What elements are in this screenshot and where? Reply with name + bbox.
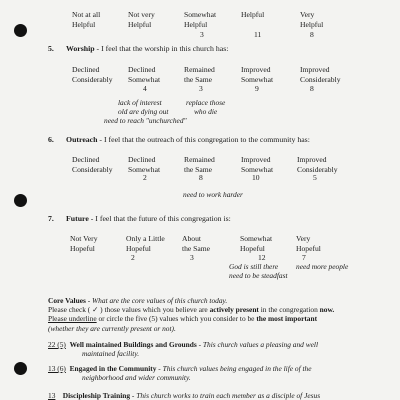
q7-text: - I feel that the future of this congregation is:	[88, 214, 231, 223]
q5-handwritten-note-5: who die	[194, 107, 218, 116]
q4-option-3: Somewhat Helpful	[184, 10, 217, 29]
binder-hole-middle	[14, 194, 27, 207]
q6-option-2: Declined Somewhat	[128, 155, 161, 174]
q7-count-4: 12	[258, 253, 266, 262]
q6-count-4: 10	[252, 173, 260, 182]
value-item-buildings: 22 (5) Well maintained Buildings and Grounds - This church values a pleasing and well maintained facility.	[48, 340, 319, 359]
core-values-title: Core Values	[48, 296, 86, 305]
value-title: Engaged in the Community	[69, 364, 157, 373]
q4-count-5: 8	[310, 30, 314, 39]
q5-option-1: Declined Considerably	[72, 65, 113, 84]
q5-count-5: 8	[310, 84, 314, 93]
q7-count-2: 2	[131, 253, 135, 262]
q4-count-3: 3	[200, 30, 204, 39]
q7-count-5: 7	[302, 253, 306, 262]
q6-text: - I feel that the outreach of this congregation to the community has:	[97, 135, 310, 144]
q7-option-1: Not Very Hopeful	[70, 234, 98, 253]
q7-handwritten-note-1: God is still there	[229, 262, 279, 271]
q7-option-4: Somewhat Hopeful	[240, 234, 273, 253]
q7-number: 7.	[48, 214, 54, 223]
value-count: 22 (5)	[48, 340, 66, 349]
q5-option-4: Improved Somewhat	[241, 65, 274, 84]
q5-handwritten-note-1: lack of interest	[118, 98, 162, 107]
q6-count-2: 2	[143, 173, 147, 182]
q5-handwritten-note-3: need to reach "unchurched"	[104, 116, 187, 125]
q4-option-1: Not at all Helpful	[72, 10, 101, 29]
q7-option-5: Very Hopeful	[296, 234, 321, 253]
q7-handwritten-note-2: need to be steadfast	[229, 271, 288, 280]
binder-hole-top	[14, 24, 27, 37]
core-values-instructions: Core Values - What are the core values of this church today. Please check ( ✓ ) those values which you believe are actively present in the congregation now. Please underline or circle the five (5) values which you consider to be the most important (whether they are currently present or not).	[48, 296, 335, 333]
q7-title: Future	[66, 214, 89, 223]
q6-handwritten-note: need to work harder	[183, 190, 243, 199]
q5-count-2: 4	[143, 84, 147, 93]
q5-title: Worship	[66, 44, 95, 53]
q5-option-2: Declined Somewhat	[128, 65, 161, 84]
question-7-heading	[48, 214, 231, 223]
q6-option-4: Improved Somewhat	[241, 155, 274, 174]
value-item-community: 13 (6) Engaged in the Community - This church values being engaged in the life of the neighborhood and wider community.	[48, 364, 312, 383]
q5-handwritten-note-2: old are dying out	[118, 107, 169, 116]
q5-count-3: 3	[199, 84, 203, 93]
value-title: Discipleship Training	[62, 391, 131, 400]
q7-option-3: About the Same	[182, 234, 211, 253]
q5-option-5: Improved Considerably	[300, 65, 341, 84]
q5-number: 5.	[48, 44, 54, 53]
q5-text: - I feel that the worship in this church has:	[94, 44, 229, 53]
q6-count-5: 5	[313, 173, 317, 182]
question-6-heading	[48, 135, 310, 144]
q6-count-3: 8	[199, 173, 203, 182]
q6-option-1: Declined Considerably	[72, 155, 113, 174]
q4-option-5: Very Helpful	[300, 10, 324, 29]
binder-hole-bottom	[14, 362, 27, 375]
q4-option-4: Helpful	[241, 10, 265, 19]
q4-option-2: Not very Helpful	[128, 10, 155, 29]
q5-option-3: Remained the Same	[184, 65, 215, 84]
q5-handwritten-note-4: replace those	[186, 98, 226, 107]
q6-option-3: Remained the Same	[184, 155, 215, 174]
q4-count-4: 11	[254, 30, 262, 39]
value-title: Well maintained Buildings and Grounds	[69, 340, 197, 349]
q6-option-5: Improved Considerably	[297, 155, 338, 174]
q6-number: 6.	[48, 135, 54, 144]
q7-handwritten-note-3: need more people	[296, 262, 349, 271]
q7-count-3: 3	[190, 253, 194, 262]
check-mark-icon: ✓	[92, 305, 99, 315]
value-count: 13	[48, 391, 56, 400]
q5-count-4: 9	[255, 84, 259, 93]
value-count: 13 (6)	[48, 364, 66, 373]
value-item-discipleship: 13 Discipleship Training - This church works to train each member as a disciple of Jesus	[48, 391, 321, 400]
q7-option-2: Only a Little Hopeful	[126, 234, 165, 253]
question-5-heading	[48, 44, 228, 53]
q6-title: Outreach	[66, 135, 98, 144]
